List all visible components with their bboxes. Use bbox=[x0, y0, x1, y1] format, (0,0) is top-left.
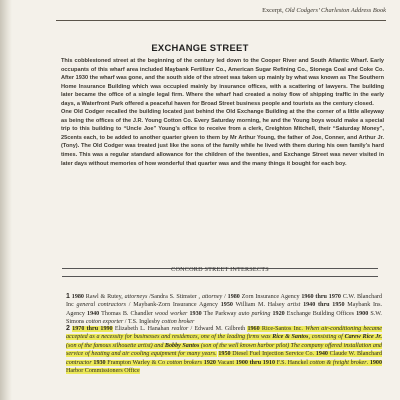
entry-number: 2 bbox=[66, 325, 70, 332]
section-title: EXCHANGE STREET bbox=[151, 42, 249, 53]
rice-santos-note: When air-conditioning became accepted as a necessity for businesses and residences, one of the leading firms was bbox=[66, 326, 382, 341]
paragraph-young-cotton-memory: One Old Codger recalled the building located just behind the Old Exchange Building at the the corner of a little alleyway as being the offices of the J.R. Young Cotton Co. Every Saturday morning, he and the Young boys would make a special trip to this building to “Uncle Joe” Young’s office to receive from a clerk, Creighton Mitchell, their “Saturday Money”, 25cents each, to be added to another quarter given to them by Mr Arthur Young, the father of Joe, Conner, and Arthur Jr. (Tony). The Old Codger was treated just like the sons of the family while he lived with them during his own family’s hard times. This was a regular standard allowance for the children of the twenties, and Exchange Street was never visited in later days without memories of how wonderful that quarter was and the many things it bought for each boy. bbox=[61, 109, 384, 167]
intersect-heading: CONCORD STREET INTERSECTS bbox=[171, 266, 269, 273]
header-rule bbox=[56, 20, 386, 21]
address-entry-1: 1 1980 Rawl & Rutey, attorneys /Sandra S. Stimster , attorney / 1980 Zorn Insurance Agency 1960 thru 1970 C.W. Blanchard Inc general contractors / Maybank-Zorn Insurance Agency 1950 William M. Halsey artist 1940 thru 1950 Maybank Ins. Agency 1940 Thomas B. Chandler wood worker 1930 The Parkway auto parking 1920 Exchange Building Offices 1900 S.W. Simons cotton exporter / T.S. Inglesby cotton broker bbox=[66, 293, 383, 326]
running-header: Excerpt, Old Codgers’ Charleston Address Book bbox=[262, 7, 386, 14]
entry-number: 1 bbox=[66, 293, 70, 300]
paragraph-wharf-history: This cobblestoned street at the beginning of the century led down to the Cooper River and South Atlantic Wharf. Early occupants of this wharf area included Maybank Fertilizer Co., American Sugar Refining Co., Stonega Coal and Coke Co. After 1930 the wharf was gone, and the south side of the street was taken up mainly by what was known as The Southern Home Insurance Building which was occupied mainly by insurance offices, with a scattering of lawyers. The building later became the office of a single legal firm. Where the wharf had created a noisy flow of shipping traffic in the early days, a Waterfront Park offered a peaceful haven for Broad Street business people and tourists as the century closed. bbox=[61, 58, 384, 107]
address-entry-2: 2 1970 thru 1990 Elizabeth L. Hanahan realtor / Edward M. Gilbreth 1960 Rice-Santos Inc. When air-conditioning became accepted as a necessity for businesses and residences, one of the leading firms was Rice & Santos, consisting of Carew Rice Jr. (son of the famous silhouette artist) and Bobby Santos (son of the well known harbor pilot) The company offered installation and service of heating and air cooling equipment for many years. 1950 Diesel Fuel Injection Service Co. 1940 Claude W. Blanchard contractor 1930 Frampton Warley & Co cotton brokers 1920 Vacant 1900 thru 1910 F.S. Hanckel cotton & freight broker. 1900 Harbor Commissioners Office bbox=[66, 325, 383, 375]
intersect-rule-bottom bbox=[62, 276, 378, 277]
history-text bbox=[61, 57, 384, 168]
book-title: Old Codgers’ Charleston Address Book bbox=[285, 7, 386, 14]
page-spine-shadow bbox=[0, 0, 12, 400]
